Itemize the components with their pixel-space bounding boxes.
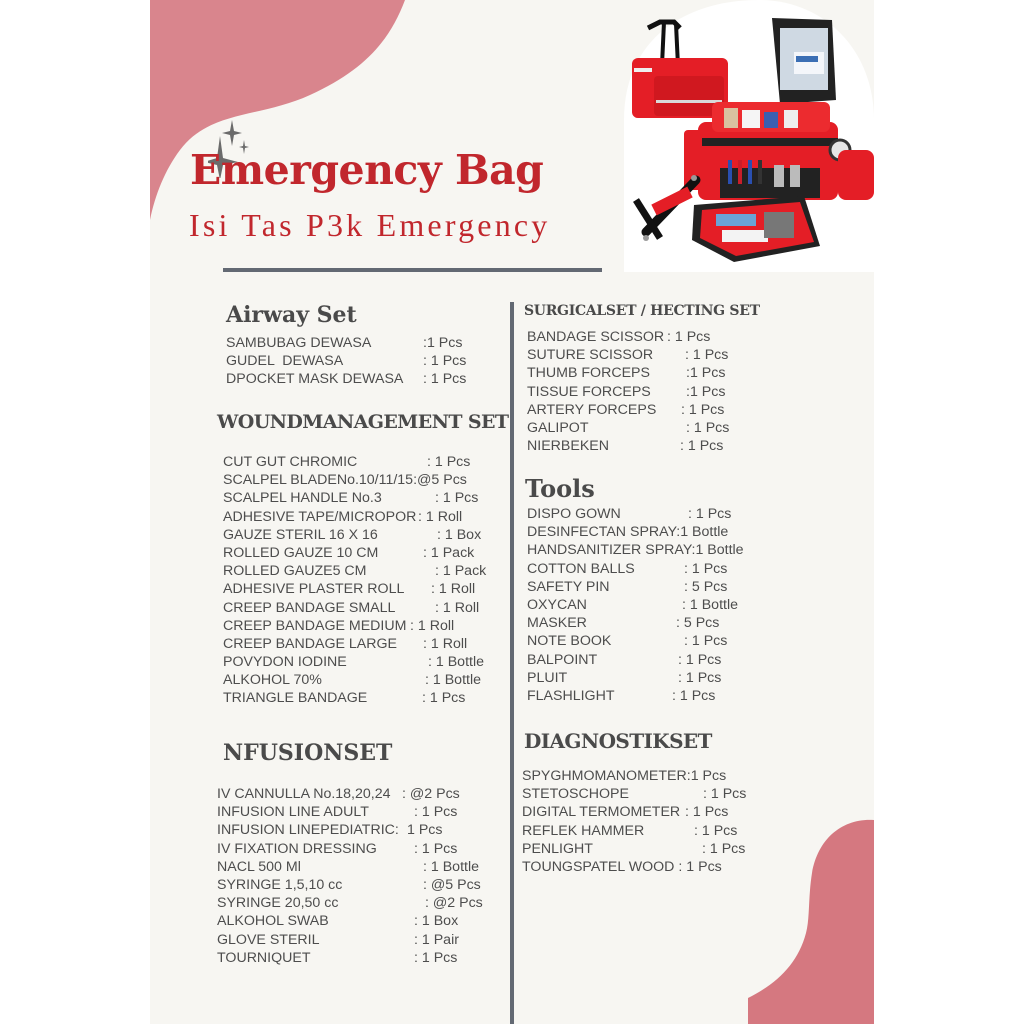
list-item: POVYDON IODINE : 1 Bottle [223, 654, 484, 671]
list-item: CREEP BANDAGE LARGE : 1 Roll [223, 635, 468, 652]
list-item: ALKOHOL 70% : 1 Bottle [223, 672, 481, 689]
decorative-blob-bottom-right [748, 818, 874, 1024]
section-heading-wound: WOUNDMANAGEMENT SET [217, 411, 509, 433]
list-item: INFUSION LINE ADULT : 1 Pcs [217, 804, 458, 821]
list-item: PLUIT : 1 Pcs [527, 669, 722, 686]
list-item: BANDAGE SCISSOR : 1 Pcs [527, 329, 711, 345]
list-item: TOURNIQUET : 1 Pcs [217, 949, 458, 966]
list-item: GUDEL DEWASA : 1 Pcs [226, 353, 467, 370]
list-item: IV FIXATION DRESSING : 1 Pcs [217, 840, 458, 857]
section-heading-tools: Tools [525, 474, 595, 503]
vertical-divider [510, 302, 514, 1024]
list-item: SCALPEL HANDLE No.3 : 1 Pcs [223, 490, 479, 507]
list-item: ROLLED GAUZE5 CM : 1 Pack [223, 563, 487, 580]
list-item: GAUZE STERIL 16 X 16 : 1 Box [223, 526, 482, 543]
list-item: MASKER : 5 Pcs [527, 615, 720, 632]
list-item: STETOSCHOPE : 1 Pcs [522, 786, 747, 803]
list-item: ADHESIVE PLASTER ROLL : 1 Roll [223, 581, 476, 598]
infusion-list [217, 785, 483, 967]
section-heading-airway: Airway Set [226, 302, 357, 328]
list-item: TOUNGSPATEL WOOD : 1 Pcs [522, 858, 722, 875]
list-item: GLOVE STERIL : 1 Pair [217, 931, 459, 948]
list-item: DIGITAL TERMOMETER : 1 Pcs [522, 804, 729, 821]
list-item: CUT GUT CHROMIC : 1 Pcs [223, 454, 471, 470]
list-item: TISSUE FORCEPS :1 Pcs [527, 383, 726, 400]
poster-page [150, 0, 874, 1024]
product-photo [624, 0, 874, 272]
list-item: NACL 500 Ml : 1 Bottle [217, 858, 479, 875]
page-subtitle: Isi Tas P3k Emergency [189, 207, 551, 243]
list-item: SAMBUBAG DEWASA :1 Pcs [226, 335, 463, 351]
list-item: HANDSANITIZER SPRAY:1 Bottle [527, 542, 744, 559]
list-item: NOTE BOOK : 1 Pcs [527, 633, 728, 650]
surgical-list [527, 328, 730, 455]
list-item: SCALPEL BLADENo.10/11/15:@5 Pcs [223, 472, 467, 489]
list-item: BALPOINT : 1 Pcs [527, 651, 722, 668]
list-item: ARTERY FORCEPS : 1 Pcs [527, 401, 725, 418]
list-item: IV CANNULLA No.18,20,24 : @2 Pcs [217, 786, 460, 802]
diagnostic-list [522, 767, 747, 876]
list-item: PENLIGHT : 1 Pcs [522, 840, 746, 857]
list-item: REFLEK HAMMER : 1 Pcs [522, 822, 738, 839]
list-item: ALKOHOL SWAB : 1 Box [217, 913, 459, 930]
list-item: SAFETY PIN : 5 Pcs [527, 578, 728, 595]
list-item: NIERBEKEN : 1 Pcs [527, 438, 724, 455]
list-item: THUMB FORCEPS :1 Pcs [527, 365, 726, 382]
list-item: DPOCKET MASK DEWASA : 1 Pcs [226, 371, 467, 388]
list-item: SPYGHMOMANOMETER:1 Pcs [522, 768, 727, 784]
list-item: SUTURE SCISSOR : 1 Pcs [527, 347, 729, 364]
wound-list [223, 453, 487, 708]
list-item: INFUSION LINEPEDIATRIC: 1 Pcs [217, 822, 443, 839]
list-item: CREEP BANDAGE SMALL : 1 Roll [223, 599, 480, 616]
list-item: SYRINGE 1,5,10 cc : @5 Pcs [217, 876, 481, 893]
list-item: FLASHLIGHT : 1 Pcs [527, 687, 716, 704]
section-heading-infusion: NFUSIONSET [223, 740, 393, 766]
section-heading-diagnostic: DIAGNOSTIKSET [524, 729, 712, 753]
list-item: OXYCAN : 1 Bottle [527, 596, 738, 613]
list-item: ADHESIVE TAPE/MICROPOR : 1 Roll [223, 508, 463, 525]
list-item: CREEP BANDAGE MEDIUM : 1 Roll [223, 617, 455, 634]
list-item: GALIPOT : 1 Pcs [527, 419, 730, 436]
page-title: Emergency Bag [190, 146, 544, 194]
emergency-bag-image [624, 0, 874, 272]
section-heading-surgical: SURGICALSET / HECTING SET [524, 303, 760, 319]
list-item: DESINFECTAN SPRAY:1 Bottle [527, 524, 729, 541]
tools-list [527, 505, 744, 705]
list-item: COTTON BALLS : 1 Pcs [527, 560, 728, 577]
horizontal-divider [223, 268, 602, 272]
airway-list [226, 334, 467, 389]
list-item: DISPO GOWN : 1 Pcs [527, 506, 732, 522]
list-item: SYRINGE 20,50 cc : @2 Pcs [217, 895, 483, 912]
list-item: ROLLED GAUZE 10 CM : 1 Pack [223, 544, 475, 561]
list-item: TRIANGLE BANDAGE : 1 Pcs [223, 690, 466, 707]
